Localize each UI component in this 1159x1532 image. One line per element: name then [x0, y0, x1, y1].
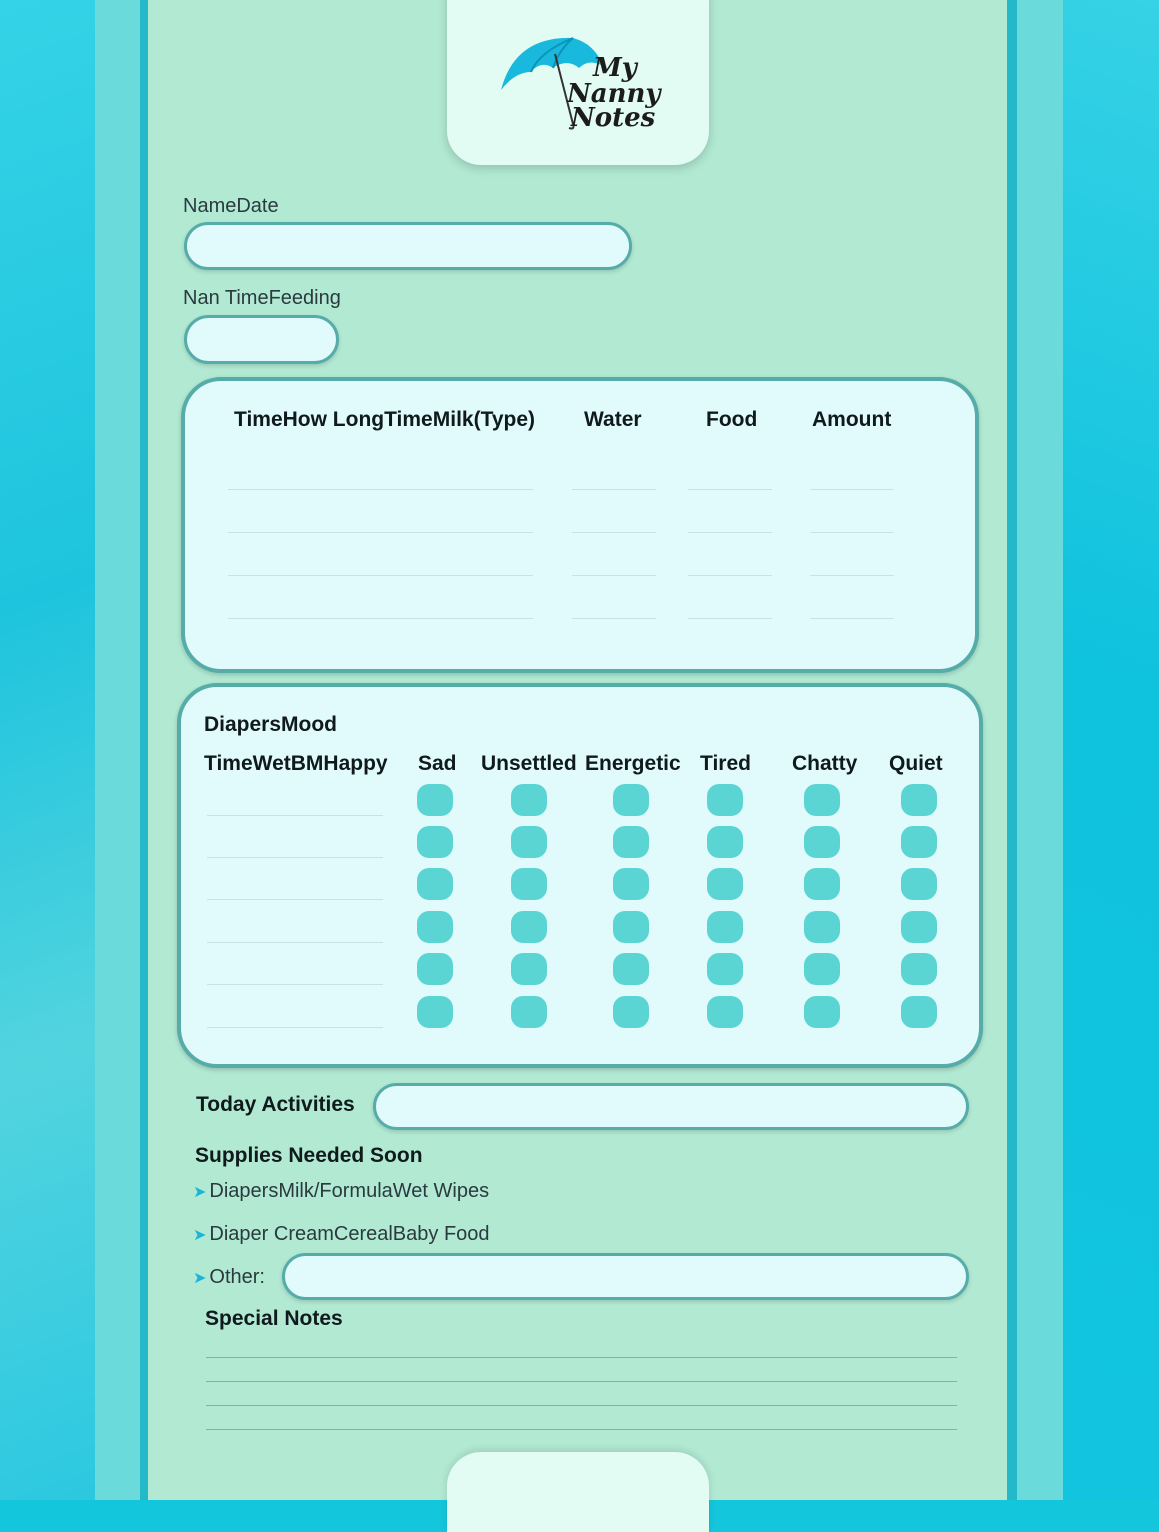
name-date-label: NameDate [183, 195, 279, 217]
umbrella-logo-icon [495, 28, 665, 138]
supplies-line-2 [193, 1223, 490, 1246]
left-stripe [95, 0, 140, 1500]
mood-header-quiet: Quiet [889, 752, 943, 775]
mood-bubble-chatty[interactable] [804, 784, 840, 816]
arrow-icon: ➤ [193, 1270, 207, 1287]
mood-bubble-quiet[interactable] [901, 996, 937, 1028]
mood-bubble-energetic[interactable] [613, 953, 649, 985]
mood-bubble-quiet[interactable] [901, 784, 937, 816]
arrow-icon: ➤ [193, 1227, 207, 1244]
mood-bubble-sad[interactable] [417, 784, 453, 816]
supplies-other-row [193, 1266, 265, 1289]
supplies-line-1 [193, 1180, 489, 1203]
supplies-line-1-text: DiapersMilk/FormulaWet Wipes [209, 1180, 490, 1202]
special-notes-title: Special Notes [205, 1307, 343, 1330]
mood-bubble-quiet[interactable] [901, 826, 937, 858]
diaper-mood-table [177, 683, 983, 1068]
mood-bubble-tired[interactable] [707, 826, 743, 858]
name-date-field[interactable] [184, 222, 632, 270]
mood-bubble-unsettled[interactable] [511, 911, 547, 943]
nap-feeding-label: Nan TimeFeeding [183, 287, 341, 309]
mood-bubble-unsettled[interactable] [511, 953, 547, 985]
svg-text:Nanny: Nanny [567, 79, 661, 109]
mood-header-unsettled: Unsettled [481, 752, 577, 775]
mood-bubble-energetic[interactable] [613, 996, 649, 1028]
mood-bubble-sad[interactable] [417, 996, 453, 1028]
mood-bubble-quiet[interactable] [901, 911, 937, 943]
mood-bubble-tired[interactable] [707, 868, 743, 900]
supplies-other-label: Other: [209, 1266, 265, 1288]
mood-bubble-quiet[interactable] [901, 868, 937, 900]
feeding-header-food: Food [706, 408, 758, 431]
mood-bubble-sad[interactable] [417, 826, 453, 858]
diaper-mood-title: DiapersMood [204, 713, 338, 736]
feeding-header-water: Water [584, 408, 642, 431]
right-stripe [1017, 0, 1063, 1500]
activities-field[interactable] [373, 1083, 969, 1130]
arrow-icon: ➤ [193, 1184, 207, 1201]
mood-bubble-chatty[interactable] [804, 996, 840, 1028]
mood-bubble-energetic[interactable] [613, 784, 649, 816]
mood-bubble-energetic[interactable] [613, 826, 649, 858]
mood-bubble-chatty[interactable] [804, 953, 840, 985]
background-right [1063, 0, 1159, 1500]
mood-bubble-tired[interactable] [707, 953, 743, 985]
feeding-header-amount: Amount [812, 408, 892, 431]
activities-label: Today Activities [196, 1093, 355, 1116]
right-border [1007, 0, 1017, 1500]
mood-bubble-tired[interactable] [707, 996, 743, 1028]
nap-time-field[interactable] [184, 315, 339, 364]
mood-bubble-unsettled[interactable] [511, 826, 547, 858]
diaper-header-time: TimeWetBMHappy [204, 752, 388, 775]
bottom-tab [447, 1452, 709, 1532]
mood-bubble-sad[interactable] [417, 911, 453, 943]
mood-bubble-energetic[interactable] [613, 911, 649, 943]
supplies-line-2-text: Diaper CreamCerealBaby Food [209, 1223, 490, 1245]
background-left [0, 0, 95, 1500]
mood-header-energetic: Energetic [585, 752, 681, 775]
feeding-header-time: TimeHow LongTimeMilk(Type) [234, 408, 536, 431]
mood-header-sad: Sad [418, 752, 457, 775]
mood-bubble-unsettled[interactable] [511, 784, 547, 816]
mood-bubble-sad[interactable] [417, 953, 453, 985]
svg-text:My: My [593, 53, 637, 83]
mood-bubble-chatty[interactable] [804, 868, 840, 900]
mood-bubble-unsettled[interactable] [511, 996, 547, 1028]
mood-bubble-unsettled[interactable] [511, 868, 547, 900]
left-border [140, 0, 148, 1500]
supplies-other-field[interactable] [282, 1253, 969, 1300]
mood-header-chatty: Chatty [792, 752, 858, 775]
mood-bubble-energetic[interactable] [613, 868, 649, 900]
mood-bubble-tired[interactable] [707, 911, 743, 943]
mood-bubble-quiet[interactable] [901, 953, 937, 985]
supplies-title: Supplies Needed Soon [195, 1144, 423, 1167]
mood-header-tired: Tired [700, 752, 751, 775]
mood-bubble-tired[interactable] [707, 784, 743, 816]
mood-bubble-sad[interactable] [417, 868, 453, 900]
svg-text:Notes: Notes [571, 103, 656, 133]
mood-bubble-chatty[interactable] [804, 911, 840, 943]
mood-bubble-chatty[interactable] [804, 826, 840, 858]
